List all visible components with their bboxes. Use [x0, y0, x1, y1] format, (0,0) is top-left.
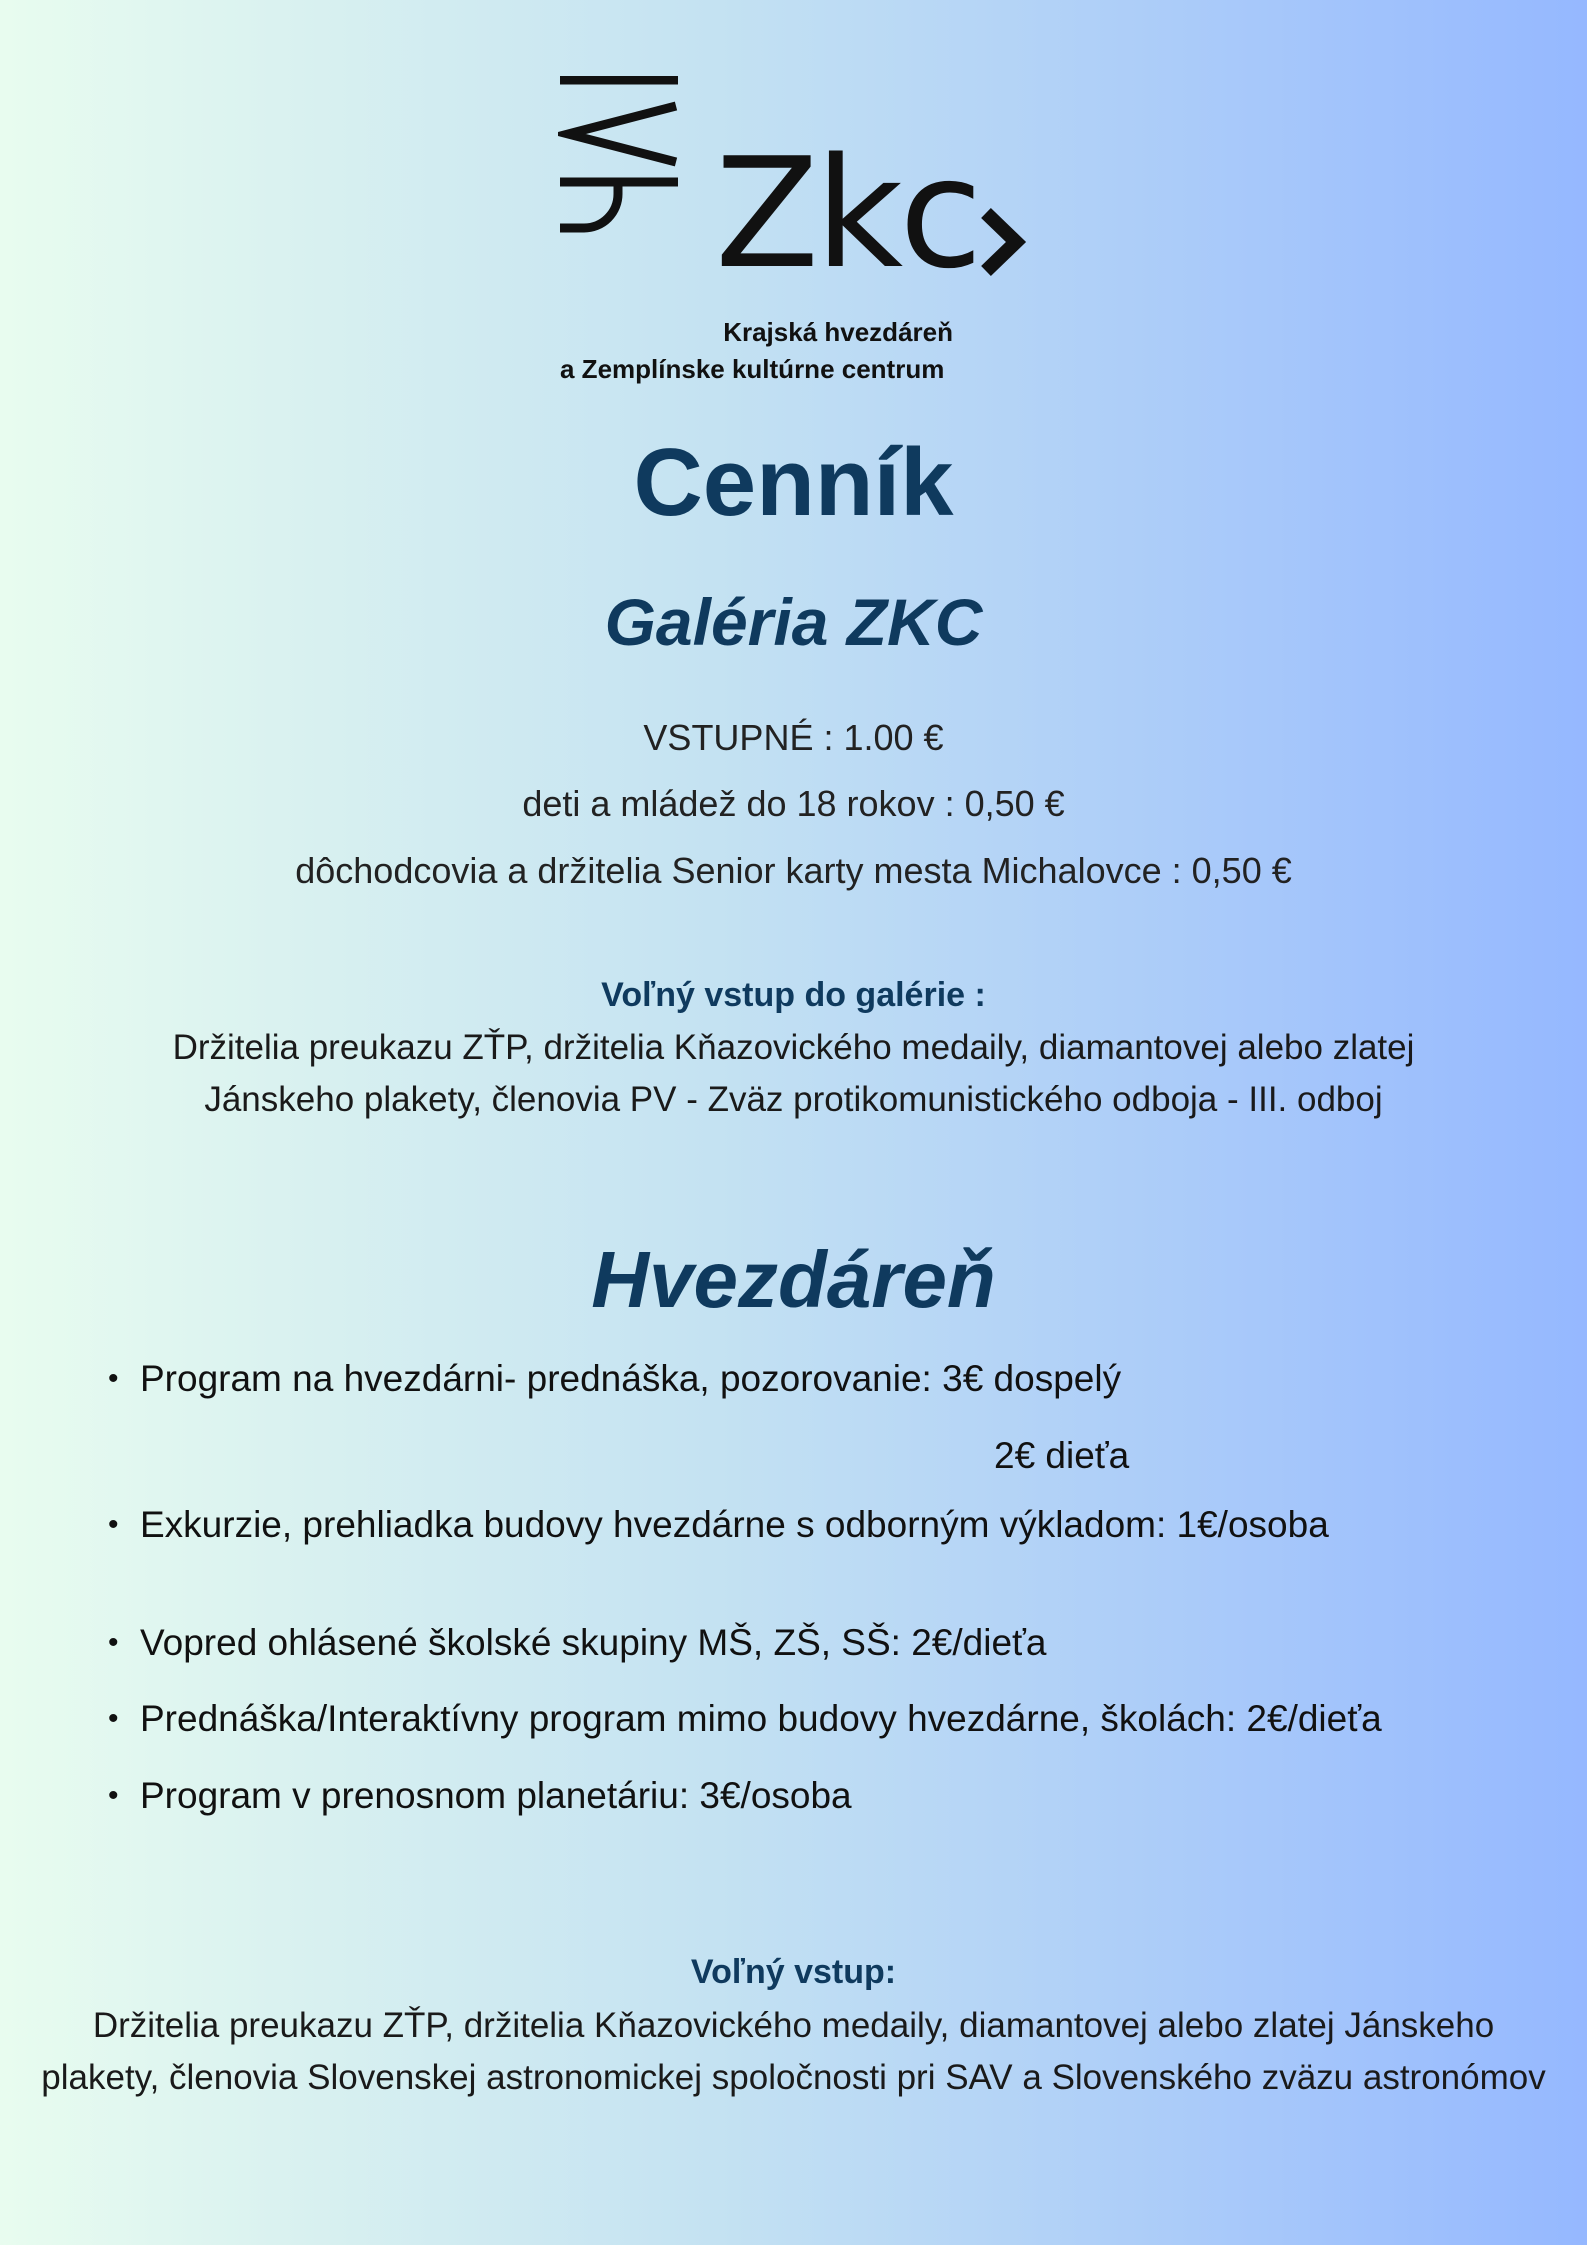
observatory-free-entry-heading: Voľný vstup:	[690, 1953, 897, 1991]
bullet-icon: •	[108, 1362, 119, 1395]
bullet-icon: •	[108, 1508, 119, 1541]
gallery-section-title: Galéria ZKC	[604, 585, 983, 659]
observatory-free-entry-text: Držitelia preukazu ZŤP, držitelia Kňazovického medaily, diamantovej alebo zlatej Jánskeho plakety, členovia Slovenskej astronomickej spoločnosti pri SAV a Slovenského zväzu astronómov	[41, 2006, 1546, 2097]
bullet-icon: •	[108, 1702, 119, 1735]
logo-wordmark: Zkc	[715, 125, 979, 302]
price-line: dôchodcovia a držitelia Senior karty mesta Michalovce : 0,50 €	[295, 850, 1292, 891]
gallery-free-entry-heading: Voľný vstup do galérie :	[601, 976, 986, 1014]
logo-mark-icon	[558, 76, 682, 241]
list-item-text: Program v prenosnom planetáriu: 3€/osoba	[140, 1775, 852, 1816]
logo-subtitle-line1: Krajská hvezdáreň	[723, 317, 953, 347]
chevron-right-icon	[978, 207, 1028, 282]
page-title: Cenník	[633, 429, 954, 536]
logo-subtitle-line2: a Zemplínske kultúrne centrum	[560, 354, 945, 384]
bullet-icon: •	[108, 1779, 119, 1812]
observatory-section-title: Hvezdáreň	[591, 1235, 996, 1324]
price-line: VSTUPNÉ : 1.00 €	[643, 717, 944, 758]
list-item	[108, 1356, 1121, 1402]
list-item-text: Prednáška/Interaktívny program mimo budovy hvezdárne, školách: 2€/dieťa	[140, 1698, 1382, 1739]
list-item	[108, 1696, 1382, 1742]
price-line: deti a mládež do 18 rokov : 0,50 €	[522, 783, 1065, 824]
list-item-text: Program na hvezdárni- prednáška, pozorovanie: 3€ dospelý	[140, 1358, 1122, 1399]
list-item	[108, 1773, 852, 1819]
list-item	[108, 1620, 1046, 1666]
bullet-icon: •	[108, 1626, 119, 1659]
gallery-free-entry-text: Držitelia preukazu ZŤP, držitelia Kňazovického medaily, diamantovej alebo zlatej Jánskeho plakety, členovia PV - Zväz protikomunistického odboja - III. odboj	[172, 1028, 1415, 1119]
list-item-continuation: 2€ dieťa	[994, 1435, 1130, 1476]
list-item-text: Exkurzie, prehliadka budovy hvezdárne s odborným výkladom: 1€/osoba	[140, 1504, 1329, 1545]
list-item-text: Vopred ohlásené školské skupiny MŠ, ZŠ, SŠ: 2€/dieťa	[140, 1622, 1047, 1663]
list-item	[108, 1502, 1329, 1548]
